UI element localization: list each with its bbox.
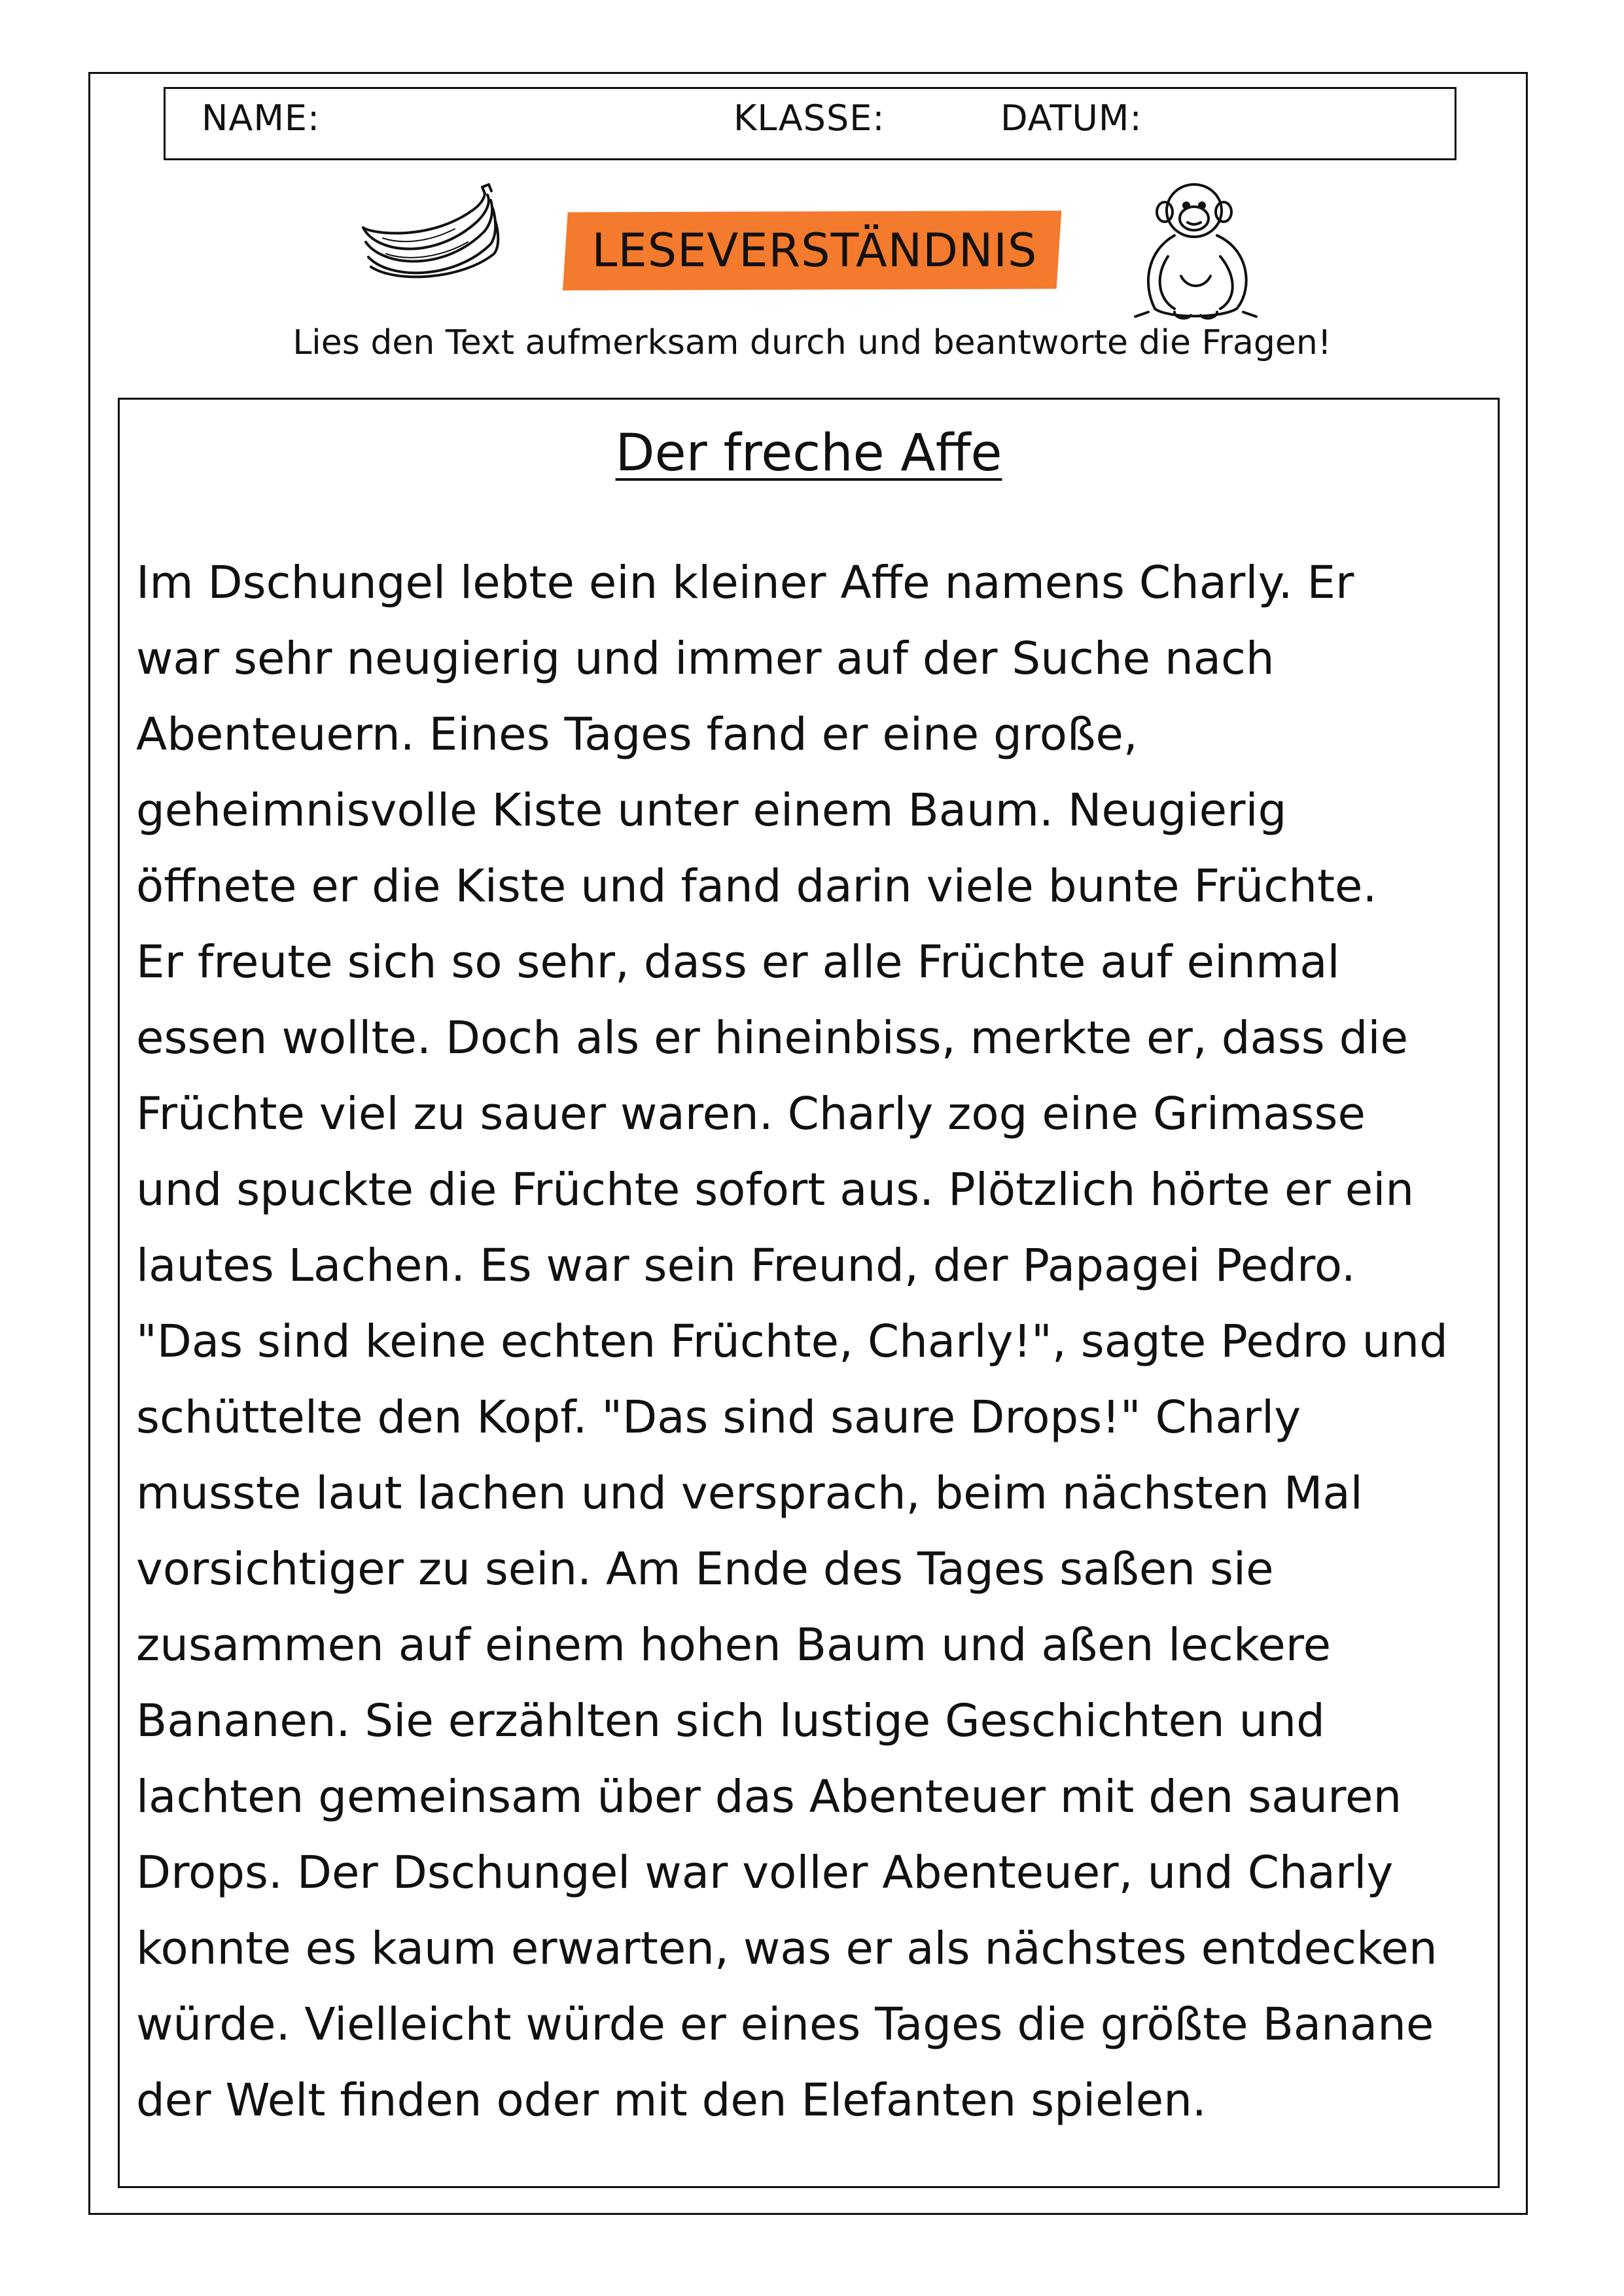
story-line: war sehr neugierig und immer auf der Suche nach [136, 633, 1275, 685]
story-title [120, 423, 1498, 485]
story-line: Abenteuern. Eines Tages fand er eine große, [136, 708, 1138, 761]
story-line: der Welt finden oder mit den Elefanten spielen. [136, 2074, 1207, 2127]
story-body [136, 545, 1504, 2138]
story-line: essen wollte. Doch als er hineinbiss, merkte er, dass die [136, 1012, 1409, 1064]
story-line: konnte es kaum erwarten, was er als nächstes entdecken [136, 1922, 1438, 1975]
monkey-icon [1129, 178, 1263, 323]
story-line: "Das sind keine echten Früchte, Charly!", sagte Pedro und [136, 1315, 1448, 1368]
student-info-box [164, 87, 1456, 160]
story-line: öffnete er die Kiste und fand darin viele bunte Früchte. [136, 860, 1377, 913]
badge-title: LESEVERSTÄNDNIS [591, 224, 1038, 277]
story-line: lautes Lachen. Es war sein Freund, der Papagei Pedro. [136, 1240, 1356, 1292]
story-line: und spuckte die Früchte sofort aus. Plötzlich hörte er ein [136, 1164, 1415, 1216]
reading-text-box [118, 398, 1500, 2188]
story-line: lachten gemeinsam über das Abenteuer mit den sauren [136, 1771, 1402, 1823]
story-line: Im Dschungel lebte ein kleiner Affe namens Charly. Er [136, 557, 1354, 609]
story-line: Er freute sich so sehr, dass er alle Früchte auf einmal [136, 936, 1340, 988]
story-line: Bananen. Sie erzählten sich lustige Geschichten und [136, 1695, 1325, 1747]
title-badge [563, 211, 1067, 290]
story-line: vorsichtiger zu sein. Am Ende des Tages saßen sie [136, 1543, 1274, 1595]
date-label: DATUM: [1000, 97, 1142, 139]
story-line: musste laut lachen und versprach, beim nächsten Mal [136, 1467, 1363, 1520]
story-line: würde. Vielleicht würde er eines Tages die größte Banane [136, 1998, 1434, 2051]
story-line: geheimnisvolle Kiste unter einem Baum. Neugierig [136, 784, 1287, 837]
class-label: KLASSE: [733, 97, 885, 139]
story-title-text: Der freche Affe [615, 424, 1002, 483]
story-line: schüttelte den Kopf. "Das sind saure Drops!" Charly [136, 1391, 1301, 1444]
story-line: Früchte viel zu sauer waren. Charly zog eine Grimasse [136, 1088, 1366, 1140]
instruction-text: Lies den Text aufmerksam durch und beantworte die Fragen! [292, 323, 1332, 362]
banana-bunch-icon [357, 182, 504, 281]
story-line: zusammen auf einem hohen Baum und aßen leckere [136, 1619, 1332, 1671]
name-label: NAME: [202, 97, 321, 139]
story-line: Drops. Der Dschungel war voller Abenteuer, und Charly [136, 1847, 1394, 1899]
